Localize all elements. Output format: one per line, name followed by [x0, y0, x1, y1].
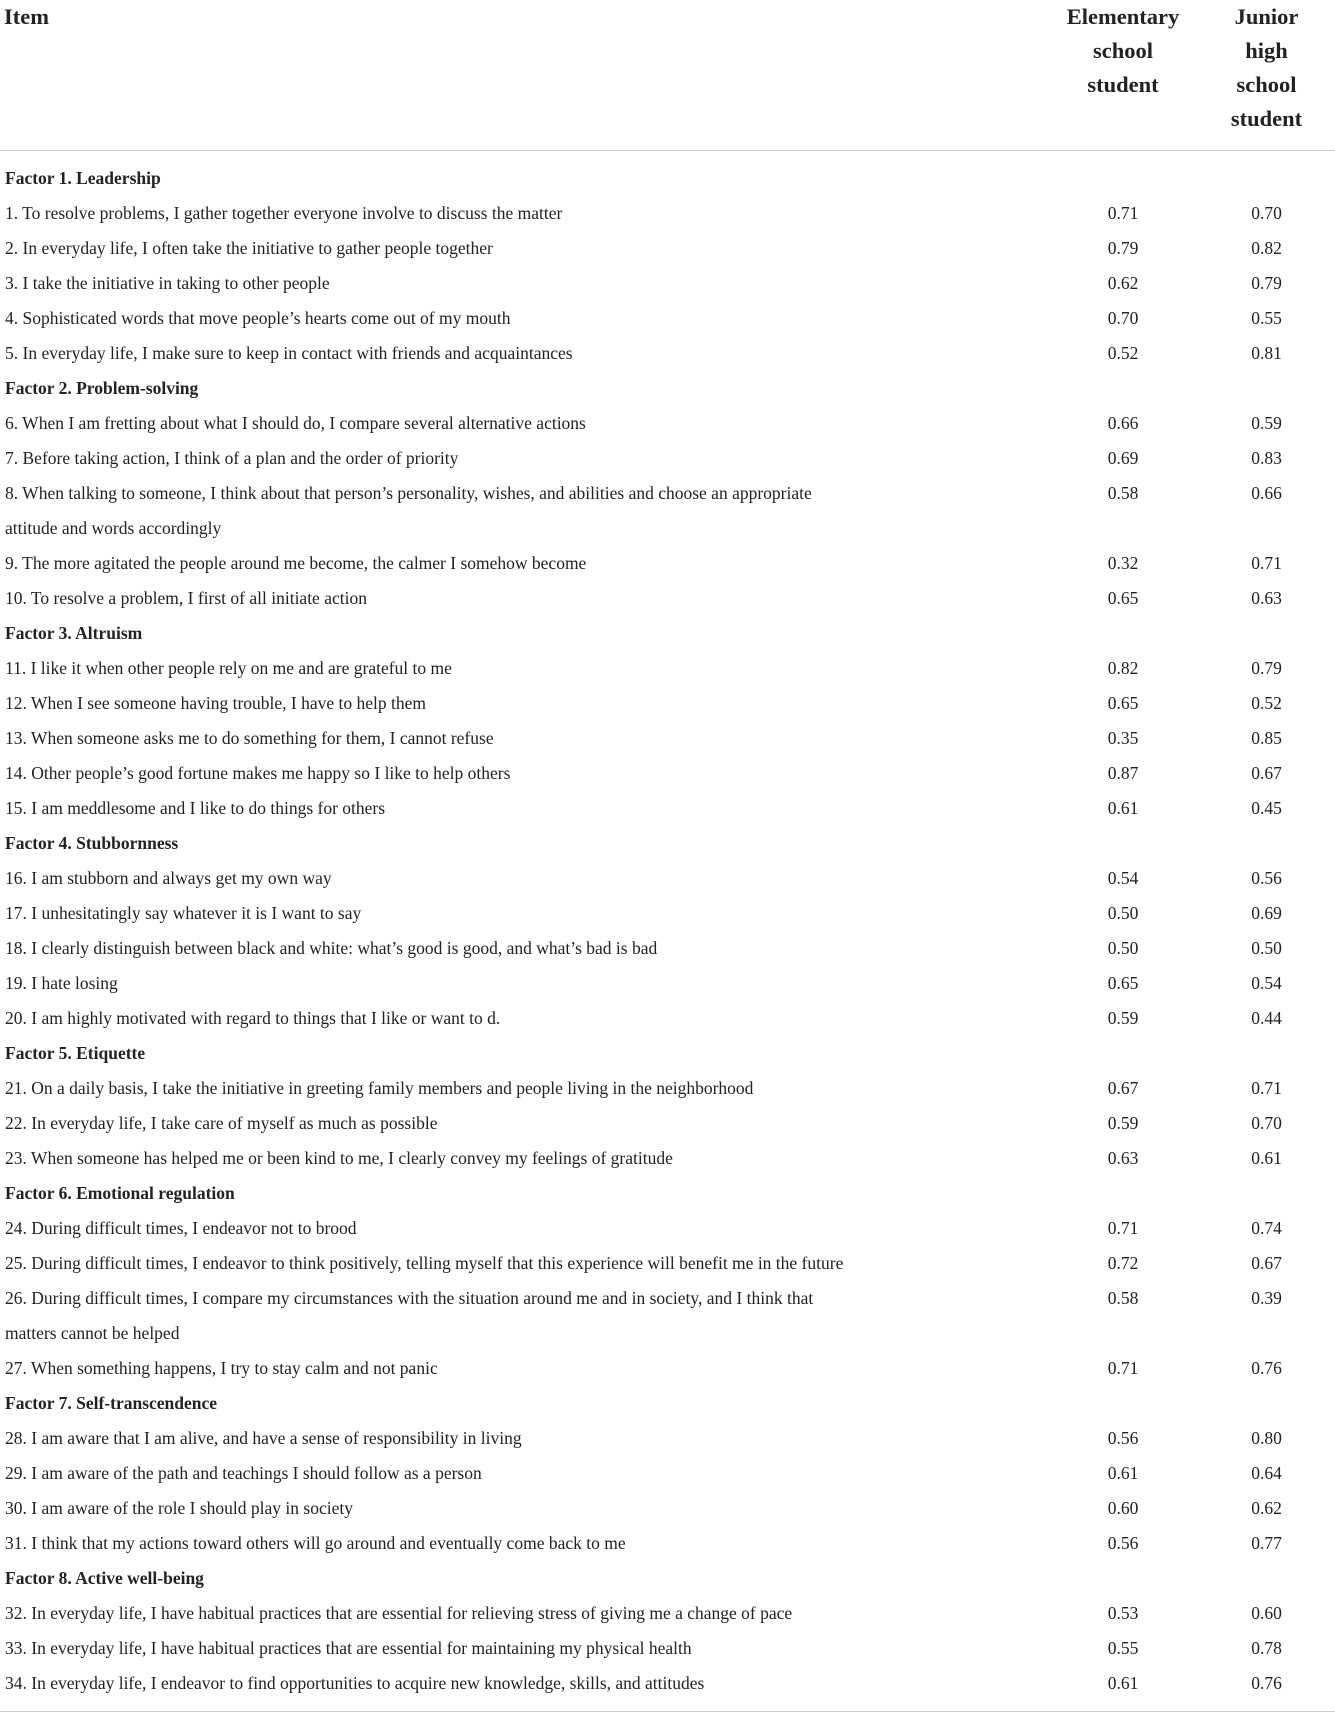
- junior-high-loading: 0.61: [1251, 1148, 1282, 1168]
- junior-high-loading: 0.64: [1251, 1463, 1282, 1483]
- item-text: 1. To resolve problems, I gather together everyone involve to discuss the matter: [5, 203, 563, 223]
- column-header-junior-high-line: school: [1236, 72, 1297, 97]
- elementary-loading: 0.79: [1107, 238, 1139, 258]
- item-text: 13. When someone asks me to do something for them, I cannot refuse: [5, 728, 494, 748]
- elementary-loading: 0.71: [1107, 1218, 1139, 1238]
- table-row: [0, 931, 1335, 966]
- table-row: [0, 581, 1335, 616]
- junior-high-loading: 0.79: [1251, 658, 1282, 678]
- elementary-loading: 0.59: [1107, 1113, 1139, 1133]
- item-text: 29. I am aware of the path and teachings I should follow as a person: [5, 1463, 482, 1483]
- table-row-continuation: [0, 511, 1335, 546]
- elementary-loading: 0.35: [1107, 728, 1139, 748]
- table-row: [0, 791, 1335, 826]
- table-row: [0, 1106, 1335, 1141]
- table-header-row: [0, 0, 1335, 151]
- factor-label: Factor 3. Altruism: [5, 623, 143, 643]
- item-text: 23. When someone has helped me or been kind to me, I clearly convey my feelings of gratitude: [5, 1148, 673, 1168]
- elementary-loading: 0.62: [1107, 273, 1139, 293]
- junior-high-loading: 0.78: [1251, 1638, 1282, 1658]
- table-row: [0, 266, 1335, 301]
- table-row: [0, 1141, 1335, 1176]
- elementary-loading: 0.67: [1107, 1078, 1139, 1098]
- junior-high-loading: 0.66: [1251, 483, 1282, 503]
- table-row: [0, 1246, 1335, 1281]
- item-text: 6. When I am fretting about what I should do, I compare several alternative actions: [5, 413, 586, 433]
- junior-high-loading: 0.71: [1251, 1078, 1282, 1098]
- factor-label: Factor 1. Leadership: [5, 168, 161, 188]
- factor-header-row: [0, 826, 1335, 861]
- column-header-junior-high-line: high: [1245, 38, 1288, 63]
- factor-label: Factor 7. Self-transcendence: [5, 1393, 218, 1413]
- elementary-loading: 0.70: [1107, 308, 1139, 328]
- factor-header-row: [0, 1036, 1335, 1071]
- item-text: 9. The more agitated the people around me become, the calmer I somehow become: [5, 553, 587, 573]
- item-text: 17. I unhesitatingly say whatever it is I want to say: [5, 903, 362, 923]
- junior-high-loading: 0.79: [1251, 273, 1282, 293]
- table-row: [0, 1071, 1335, 1106]
- elementary-loading: 0.53: [1107, 1603, 1139, 1623]
- junior-high-loading: 0.74: [1251, 1218, 1282, 1238]
- junior-high-loading: 0.69: [1251, 903, 1282, 923]
- elementary-loading: 0.59: [1107, 1008, 1139, 1028]
- empty-cell: [1198, 511, 1335, 546]
- table-row: [0, 441, 1335, 476]
- item-text: 21. On a daily basis, I take the initiative in greeting family members and people living in the neighborhood: [5, 1078, 754, 1098]
- elementary-loading: 0.52: [1107, 343, 1139, 363]
- table-row: [0, 231, 1335, 266]
- elementary-loading: 0.61: [1107, 1463, 1139, 1483]
- junior-high-loading: 0.80: [1251, 1428, 1282, 1448]
- junior-high-loading: 0.71: [1251, 553, 1282, 573]
- item-text: 22. In everyday life, I take care of myself as much as possible: [5, 1113, 438, 1133]
- table-row: [0, 1631, 1335, 1666]
- elementary-loading: 0.66: [1107, 413, 1139, 433]
- junior-high-loading: 0.85: [1251, 728, 1282, 748]
- factor-header-row: [0, 1386, 1335, 1421]
- empty-cell: [1048, 511, 1198, 546]
- column-header-item-label: Item: [4, 4, 49, 29]
- item-text: 24. During difficult times, I endeavor not to brood: [5, 1218, 357, 1238]
- table-row: [0, 896, 1335, 931]
- item-text: 11. I like it when other people rely on me and are grateful to me: [5, 658, 452, 678]
- item-text: 28. I am aware that I am alive, and have a sense of responsibility in living: [5, 1428, 522, 1448]
- item-text: 30. I am aware of the role I should play in society: [5, 1498, 353, 1518]
- elementary-loading: 0.71: [1107, 1358, 1139, 1378]
- table-row: [0, 1421, 1335, 1456]
- junior-high-loading: 0.70: [1251, 203, 1282, 223]
- elementary-loading: 0.72: [1107, 1253, 1139, 1273]
- item-text: 33. In everyday life, I have habitual practices that are essential for maintaining my physical health: [5, 1638, 692, 1658]
- table-body: [0, 151, 1335, 1702]
- elementary-loading: 0.32: [1107, 553, 1139, 573]
- table-row: [0, 1666, 1335, 1701]
- table-row: [0, 336, 1335, 371]
- item-text: 25. During difficult times, I endeavor to think positively, telling myself that this experience will benefit me in the future: [5, 1253, 844, 1273]
- elementary-loading: 0.60: [1107, 1498, 1139, 1518]
- junior-high-loading: 0.62: [1251, 1498, 1282, 1518]
- table-row-continuation: [0, 1316, 1335, 1351]
- junior-high-loading: 0.55: [1251, 308, 1282, 328]
- column-header-junior-high-line: Junior: [1234, 4, 1299, 29]
- table-row: [0, 1281, 1335, 1316]
- table-row: [0, 406, 1335, 441]
- factor-label: Factor 8. Active well-being: [5, 1568, 204, 1588]
- item-text-continued: matters cannot be helped: [5, 1323, 180, 1343]
- junior-high-loading: 0.56: [1251, 868, 1282, 888]
- junior-high-loading: 0.67: [1251, 763, 1282, 783]
- column-header-junior-high: [1198, 0, 1335, 151]
- item-text: 18. I clearly distinguish between black and white: what’s good is good, and what’s bad is bad: [5, 938, 658, 958]
- elementary-loading: 0.61: [1107, 798, 1139, 818]
- elementary-loading: 0.58: [1107, 483, 1139, 503]
- column-header-junior-high-line: student: [1230, 106, 1303, 131]
- factor-header-row: [0, 161, 1335, 196]
- table-row: [0, 546, 1335, 581]
- elementary-loading: 0.82: [1107, 658, 1139, 678]
- table-row: [0, 721, 1335, 756]
- table-row: [0, 1001, 1335, 1036]
- table-row: [0, 1211, 1335, 1246]
- item-text: 34. In everyday life, I endeavor to find opportunities to acquire new knowledge, skills, and attitudes: [5, 1673, 705, 1693]
- junior-high-loading: 0.70: [1251, 1113, 1282, 1133]
- table-row: [0, 476, 1335, 511]
- column-header-elementary-line: student: [1087, 72, 1159, 97]
- item-text: 8. When talking to someone, I think about that person’s personality, wishes, and abilities and choose an appropriate: [5, 483, 812, 503]
- item-text: 20. I am highly motivated with regard to things that I like or want to d.: [5, 1008, 501, 1028]
- elementary-loading: 0.56: [1107, 1533, 1139, 1553]
- junior-high-loading: 0.67: [1251, 1253, 1282, 1273]
- table-row: [0, 196, 1335, 231]
- junior-high-loading: 0.52: [1251, 693, 1282, 713]
- column-header-elementary-line: school: [1092, 38, 1153, 63]
- factor-label: Factor 2. Problem-solving: [5, 378, 199, 398]
- item-text: 16. I am stubborn and always get my own way: [5, 868, 332, 888]
- elementary-loading: 0.69: [1107, 448, 1139, 468]
- item-text: 26. During difficult times, I compare my circumstances with the situation around me and in society, and I think that: [5, 1288, 814, 1308]
- elementary-loading: 0.65: [1107, 973, 1139, 993]
- item-text: 3. I take the initiative in taking to other people: [5, 273, 330, 293]
- elementary-loading: 0.50: [1107, 903, 1139, 923]
- junior-high-loading: 0.54: [1251, 973, 1282, 993]
- table-row: [0, 651, 1335, 686]
- table-row: [0, 756, 1335, 791]
- junior-high-loading: 0.82: [1251, 238, 1282, 258]
- junior-high-loading: 0.77: [1251, 1533, 1282, 1553]
- factor-label: Factor 6. Emotional regulation: [5, 1183, 235, 1203]
- junior-high-loading: 0.59: [1251, 413, 1282, 433]
- elementary-loading: 0.58: [1107, 1288, 1139, 1308]
- junior-high-loading: 0.83: [1251, 448, 1282, 468]
- empty-cell: [1048, 1316, 1198, 1351]
- elementary-loading: 0.55: [1107, 1638, 1139, 1658]
- elementary-loading: 0.50: [1107, 938, 1139, 958]
- item-text: 32. In everyday life, I have habitual practices that are essential for relieving stress of giving me a change of pace: [5, 1603, 793, 1623]
- item-text: 27. When something happens, I try to stay calm and not panic: [5, 1358, 438, 1378]
- item-text: 4. Sophisticated words that move people’s hearts come out of my mouth: [5, 308, 511, 328]
- factor-header-row: [0, 1176, 1335, 1211]
- junior-high-loading: 0.76: [1251, 1673, 1282, 1693]
- table-row: [0, 1351, 1335, 1386]
- table-row: [0, 1526, 1335, 1561]
- item-text: 2. In everyday life, I often take the initiative to gather people together: [5, 238, 493, 258]
- column-header-item: [0, 0, 1048, 151]
- elementary-loading: 0.63: [1107, 1148, 1139, 1168]
- elementary-loading: 0.65: [1107, 693, 1139, 713]
- table-bottom-rule: [0, 1711, 1335, 1712]
- junior-high-loading: 0.63: [1251, 588, 1282, 608]
- item-text-continued: attitude and words accordingly: [5, 518, 222, 538]
- junior-high-loading: 0.39: [1251, 1288, 1282, 1308]
- table-row: [0, 861, 1335, 896]
- item-text: 14. Other people’s good fortune makes me happy so I like to help others: [5, 763, 511, 783]
- elementary-loading: 0.54: [1107, 868, 1139, 888]
- junior-high-loading: 0.50: [1251, 938, 1282, 958]
- table-spacer-row: [0, 151, 1335, 162]
- item-text: 10. To resolve a problem, I first of all initiate action: [5, 588, 367, 608]
- item-text: 5. In everyday life, I make sure to keep in contact with friends and acquaintances: [5, 343, 573, 363]
- elementary-loading: 0.71: [1107, 203, 1139, 223]
- factor-header-row: [0, 616, 1335, 651]
- table-spacer-cell: [0, 151, 1335, 162]
- table-row: [0, 966, 1335, 1001]
- item-text: 31. I think that my actions toward others will go around and eventually come back to me: [5, 1533, 626, 1553]
- table-row: [0, 686, 1335, 721]
- elementary-loading: 0.61: [1107, 1673, 1139, 1693]
- column-header-elementary-line: Elementary: [1066, 4, 1180, 29]
- junior-high-loading: 0.44: [1251, 1008, 1282, 1028]
- empty-cell: [1198, 1316, 1335, 1351]
- table-row: [0, 1596, 1335, 1631]
- junior-high-loading: 0.81: [1251, 343, 1282, 363]
- table-row: [0, 301, 1335, 336]
- factor-label: Factor 5. Etiquette: [5, 1043, 146, 1063]
- item-text: 7. Before taking action, I think of a plan and the order of priority: [5, 448, 459, 468]
- column-header-elementary: [1048, 0, 1198, 151]
- factor-header-row: [0, 371, 1335, 406]
- junior-high-loading: 0.60: [1251, 1603, 1282, 1623]
- item-text: 15. I am meddlesome and I like to do things for others: [5, 798, 386, 818]
- elementary-loading: 0.87: [1107, 763, 1139, 783]
- factor-label: Factor 4. Stubbornness: [5, 833, 179, 853]
- factor-header-row: [0, 1561, 1335, 1596]
- table-row: [0, 1456, 1335, 1491]
- item-text: 12. When I see someone having trouble, I have to help them: [5, 693, 427, 713]
- junior-high-loading: 0.76: [1251, 1358, 1282, 1378]
- elementary-loading: 0.56: [1107, 1428, 1139, 1448]
- table-row: [0, 1491, 1335, 1526]
- item-text: 19. I hate losing: [5, 973, 118, 993]
- elementary-loading: 0.65: [1107, 588, 1139, 608]
- junior-high-loading: 0.45: [1251, 798, 1282, 818]
